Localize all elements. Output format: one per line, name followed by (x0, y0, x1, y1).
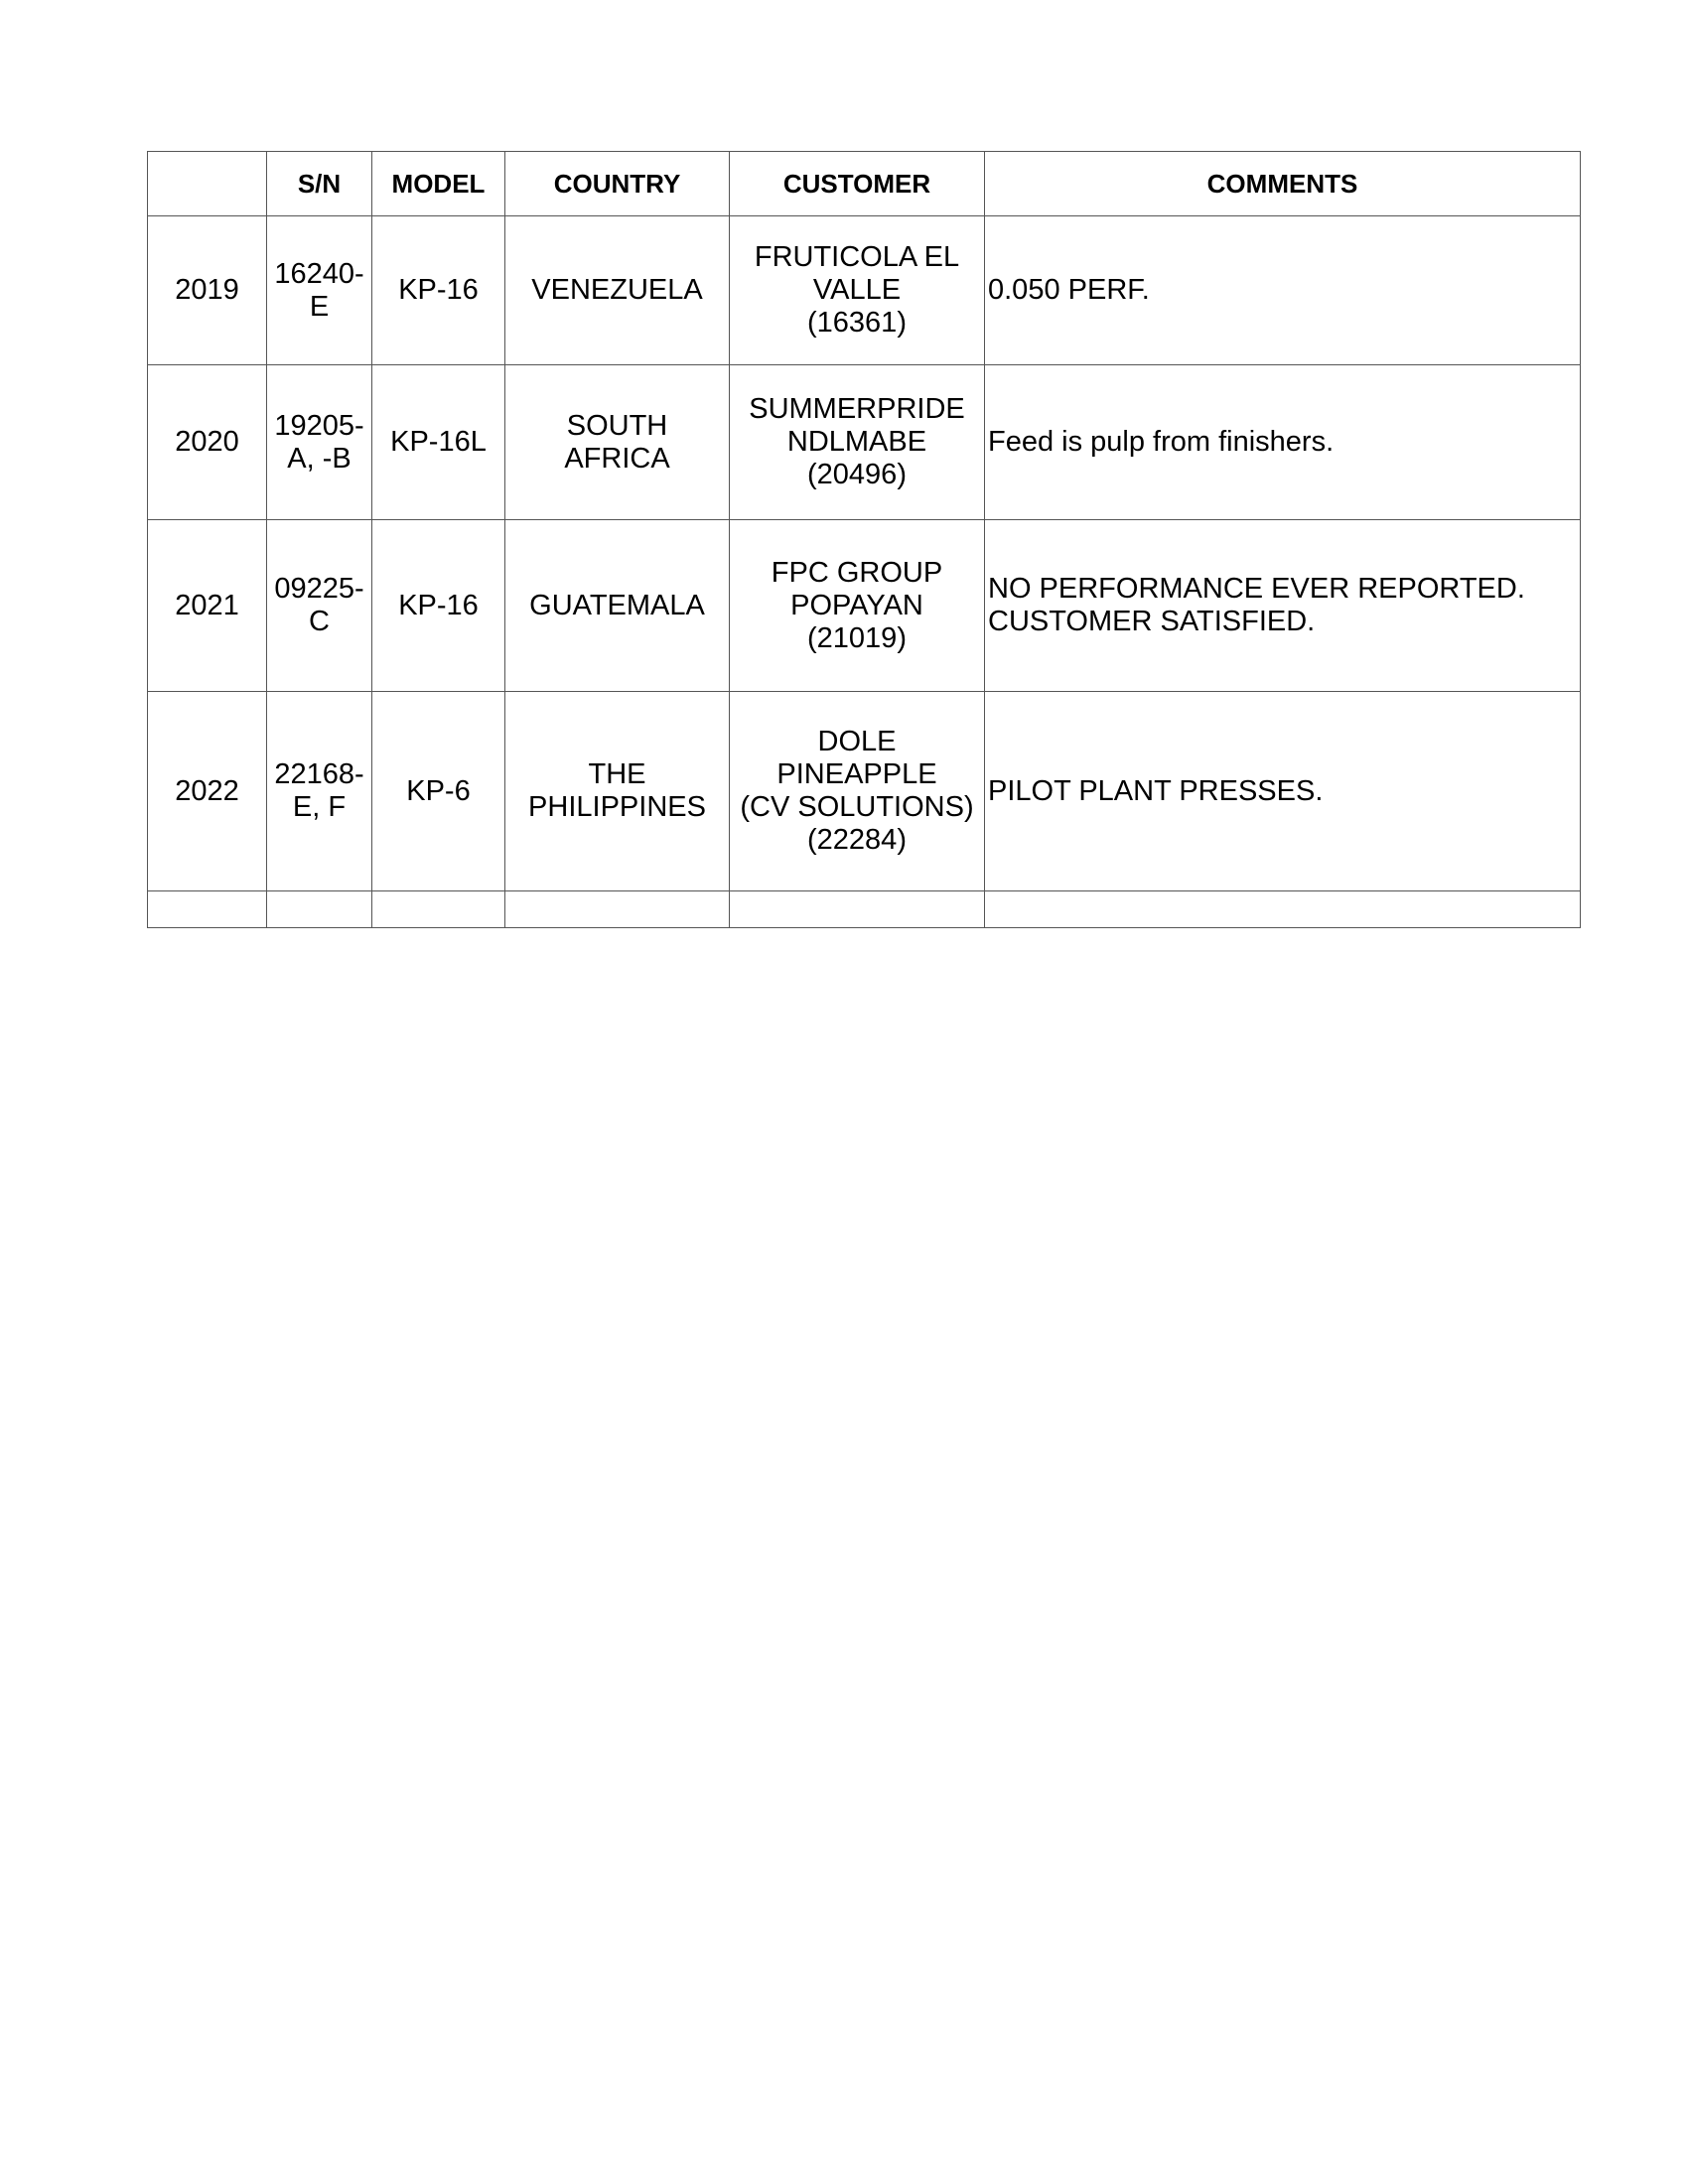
cell-model: KP-16L (372, 365, 505, 520)
cell-empty (730, 891, 985, 928)
cell-sn: 09225- C (267, 520, 372, 692)
cell-year: 2021 (148, 520, 267, 692)
header-country: COUNTRY (505, 152, 730, 216)
cell-year: 2022 (148, 692, 267, 891)
cell-customer: DOLE PINEAPPLE (CV SOLUTIONS) (22284) (730, 692, 985, 891)
cell-country: SOUTH AFRICA (505, 365, 730, 520)
cell-empty (148, 891, 267, 928)
table-row (148, 216, 1581, 365)
table-row (148, 365, 1581, 520)
cell-customer: SUMMERPRIDE NDLMABE (20496) (730, 365, 985, 520)
cell-country: VENEZUELA (505, 216, 730, 365)
cell-customer: FRUTICOLA EL VALLE (16361) (730, 216, 985, 365)
cell-year: 2020 (148, 365, 267, 520)
cell-country: THE PHILIPPINES (505, 692, 730, 891)
cell-model: KP-16 (372, 520, 505, 692)
cell-comments: PILOT PLANT PRESSES. (985, 692, 1581, 891)
cell-customer: FPC GROUP POPAYAN (21019) (730, 520, 985, 692)
cell-sn: 16240- E (267, 216, 372, 365)
header-sn: S/N (267, 152, 372, 216)
cell-comments: NO PERFORMANCE EVER REPORTED. CUSTOMER SATISFIED. (985, 520, 1581, 692)
cell-model: KP-6 (372, 692, 505, 891)
cell-empty (985, 891, 1581, 928)
cell-model: KP-16 (372, 216, 505, 365)
cell-country: GUATEMALA (505, 520, 730, 692)
header-model: MODEL (372, 152, 505, 216)
sales-records-table (147, 151, 1581, 928)
cell-sn: 19205- A, -B (267, 365, 372, 520)
cell-empty (372, 891, 505, 928)
table-header-row (148, 152, 1581, 216)
header-comments: COMMENTS (985, 152, 1581, 216)
table-row-empty (148, 891, 1581, 928)
header-customer: CUSTOMER (730, 152, 985, 216)
header-year (148, 152, 267, 216)
cell-comments: 0.050 PERF. (985, 216, 1581, 365)
table-row (148, 692, 1581, 891)
cell-year: 2019 (148, 216, 267, 365)
cell-comments: Feed is pulp from finishers. (985, 365, 1581, 520)
cell-sn: 22168- E, F (267, 692, 372, 891)
table-row (148, 520, 1581, 692)
cell-empty (267, 891, 372, 928)
cell-empty (505, 891, 730, 928)
